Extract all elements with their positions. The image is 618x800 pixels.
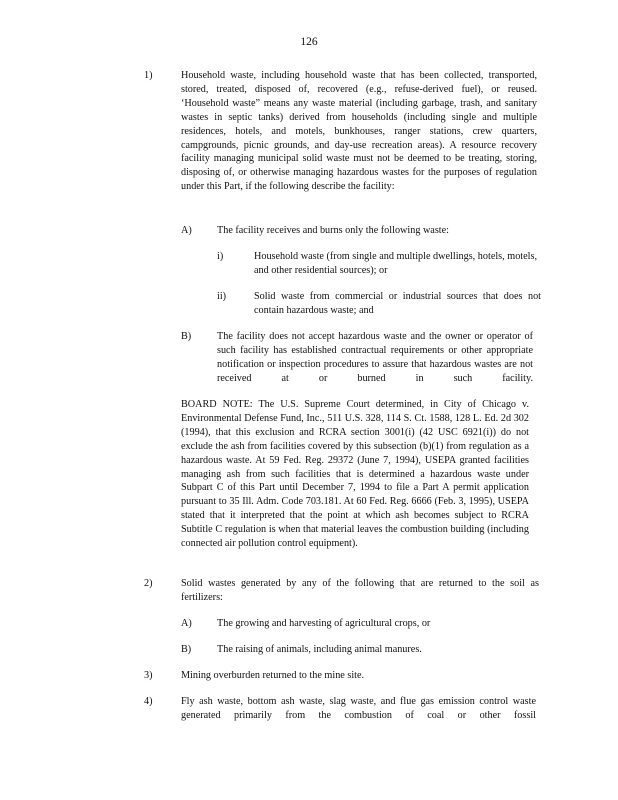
item-text: The facility does not accept hazardous waste and the owner or operator of such facility has established contractual requirements or other appropriate notification or inspection procedures to assure that hazardous wastes are not received at or burned in such facility.	[217, 331, 533, 384]
item-text: Household waste (from single and multiple dwellings, hotels, motels, and other residential sources); or	[254, 251, 537, 276]
item-label: A)	[181, 225, 192, 236]
item-label: A)	[181, 618, 192, 629]
item-label: ii)	[217, 291, 227, 302]
item-text: The raising of animals, including animal manures.	[217, 644, 422, 655]
item-text: Fly ash waste, bottom ash waste, slag waste, and flue gas emission control waste generated primarily from the combustion of coal or other fossil	[181, 696, 536, 721]
item-text: Solid wastes generated by any of the following that are returned to the soil as fertilizers:	[181, 578, 539, 603]
item-text: Mining overburden returned to the mine site.	[181, 670, 365, 681]
item-label: 3)	[144, 670, 153, 681]
item-label: 4)	[144, 696, 153, 707]
item-label: 1)	[144, 70, 153, 81]
item-text: The growing and harvesting of agricultural crops, or	[217, 618, 431, 629]
item-label: B)	[181, 644, 192, 655]
item-text: The facility receives and burns only the following waste:	[217, 225, 449, 236]
item-label: 2)	[144, 578, 153, 589]
page-number: 126	[300, 36, 318, 48]
item-label: B)	[181, 331, 192, 342]
board-note-text: BOARD NOTE: The U.S. Supreme Court determined, in City of Chicago v. Environmental Defense Fund, Inc., 511 U.S. 328, 114 S. Ct. 1588, 128 L. Ed. 2d 302 (1994), that this exclusion and RCRA section 3001(i) (42 USC 6921(i)) do not exclude the ash from facilities covered by this subsection (b)(1) from regulation as a hazardous waste. At 59 Fed. Reg. 29372 (June 7, 1994), USEPA granted facilities managing ash from such facilities that is determined a hazardous waste under Subpart C of this Part until December 7, 1994 to file a Part A permit application pursuant to 35 Ill. Adm. Code 703.181. At 60 Fed. Reg. 6666 (Feb. 3, 1995), USEPA stated that it interpreted that the point at which ash becomes subject to RCRA Subtitle C regulation is when that material leaves the combustion building (including connected air pollution control equipment).	[181, 399, 529, 550]
item-label: i)	[217, 251, 224, 262]
item-text: Household waste, including household waste that has been collected, transported, stored, treated, disposed of, recovered (e.g., refuse-derived fuel), or reused. ‘Household waste” means any waste material (including garbage, trash, and sanitary wastes in septic tanks) derived from households (including single and multiple residences, hotels, and motels, bunkhouses, ranger stations, crew quarters, campgrounds, picnic grounds, and day-use recreation areas). A resource recovery facility managing municipal solid waste must not be deemed to be treating, storing, disposing of, or otherwise managing hazardous wastes for the purposes of regulation under this Part, if the following describe the facility:	[181, 70, 537, 193]
item-text: Solid waste from commercial or industrial sources that does not contain hazardous waste; and	[254, 291, 541, 316]
